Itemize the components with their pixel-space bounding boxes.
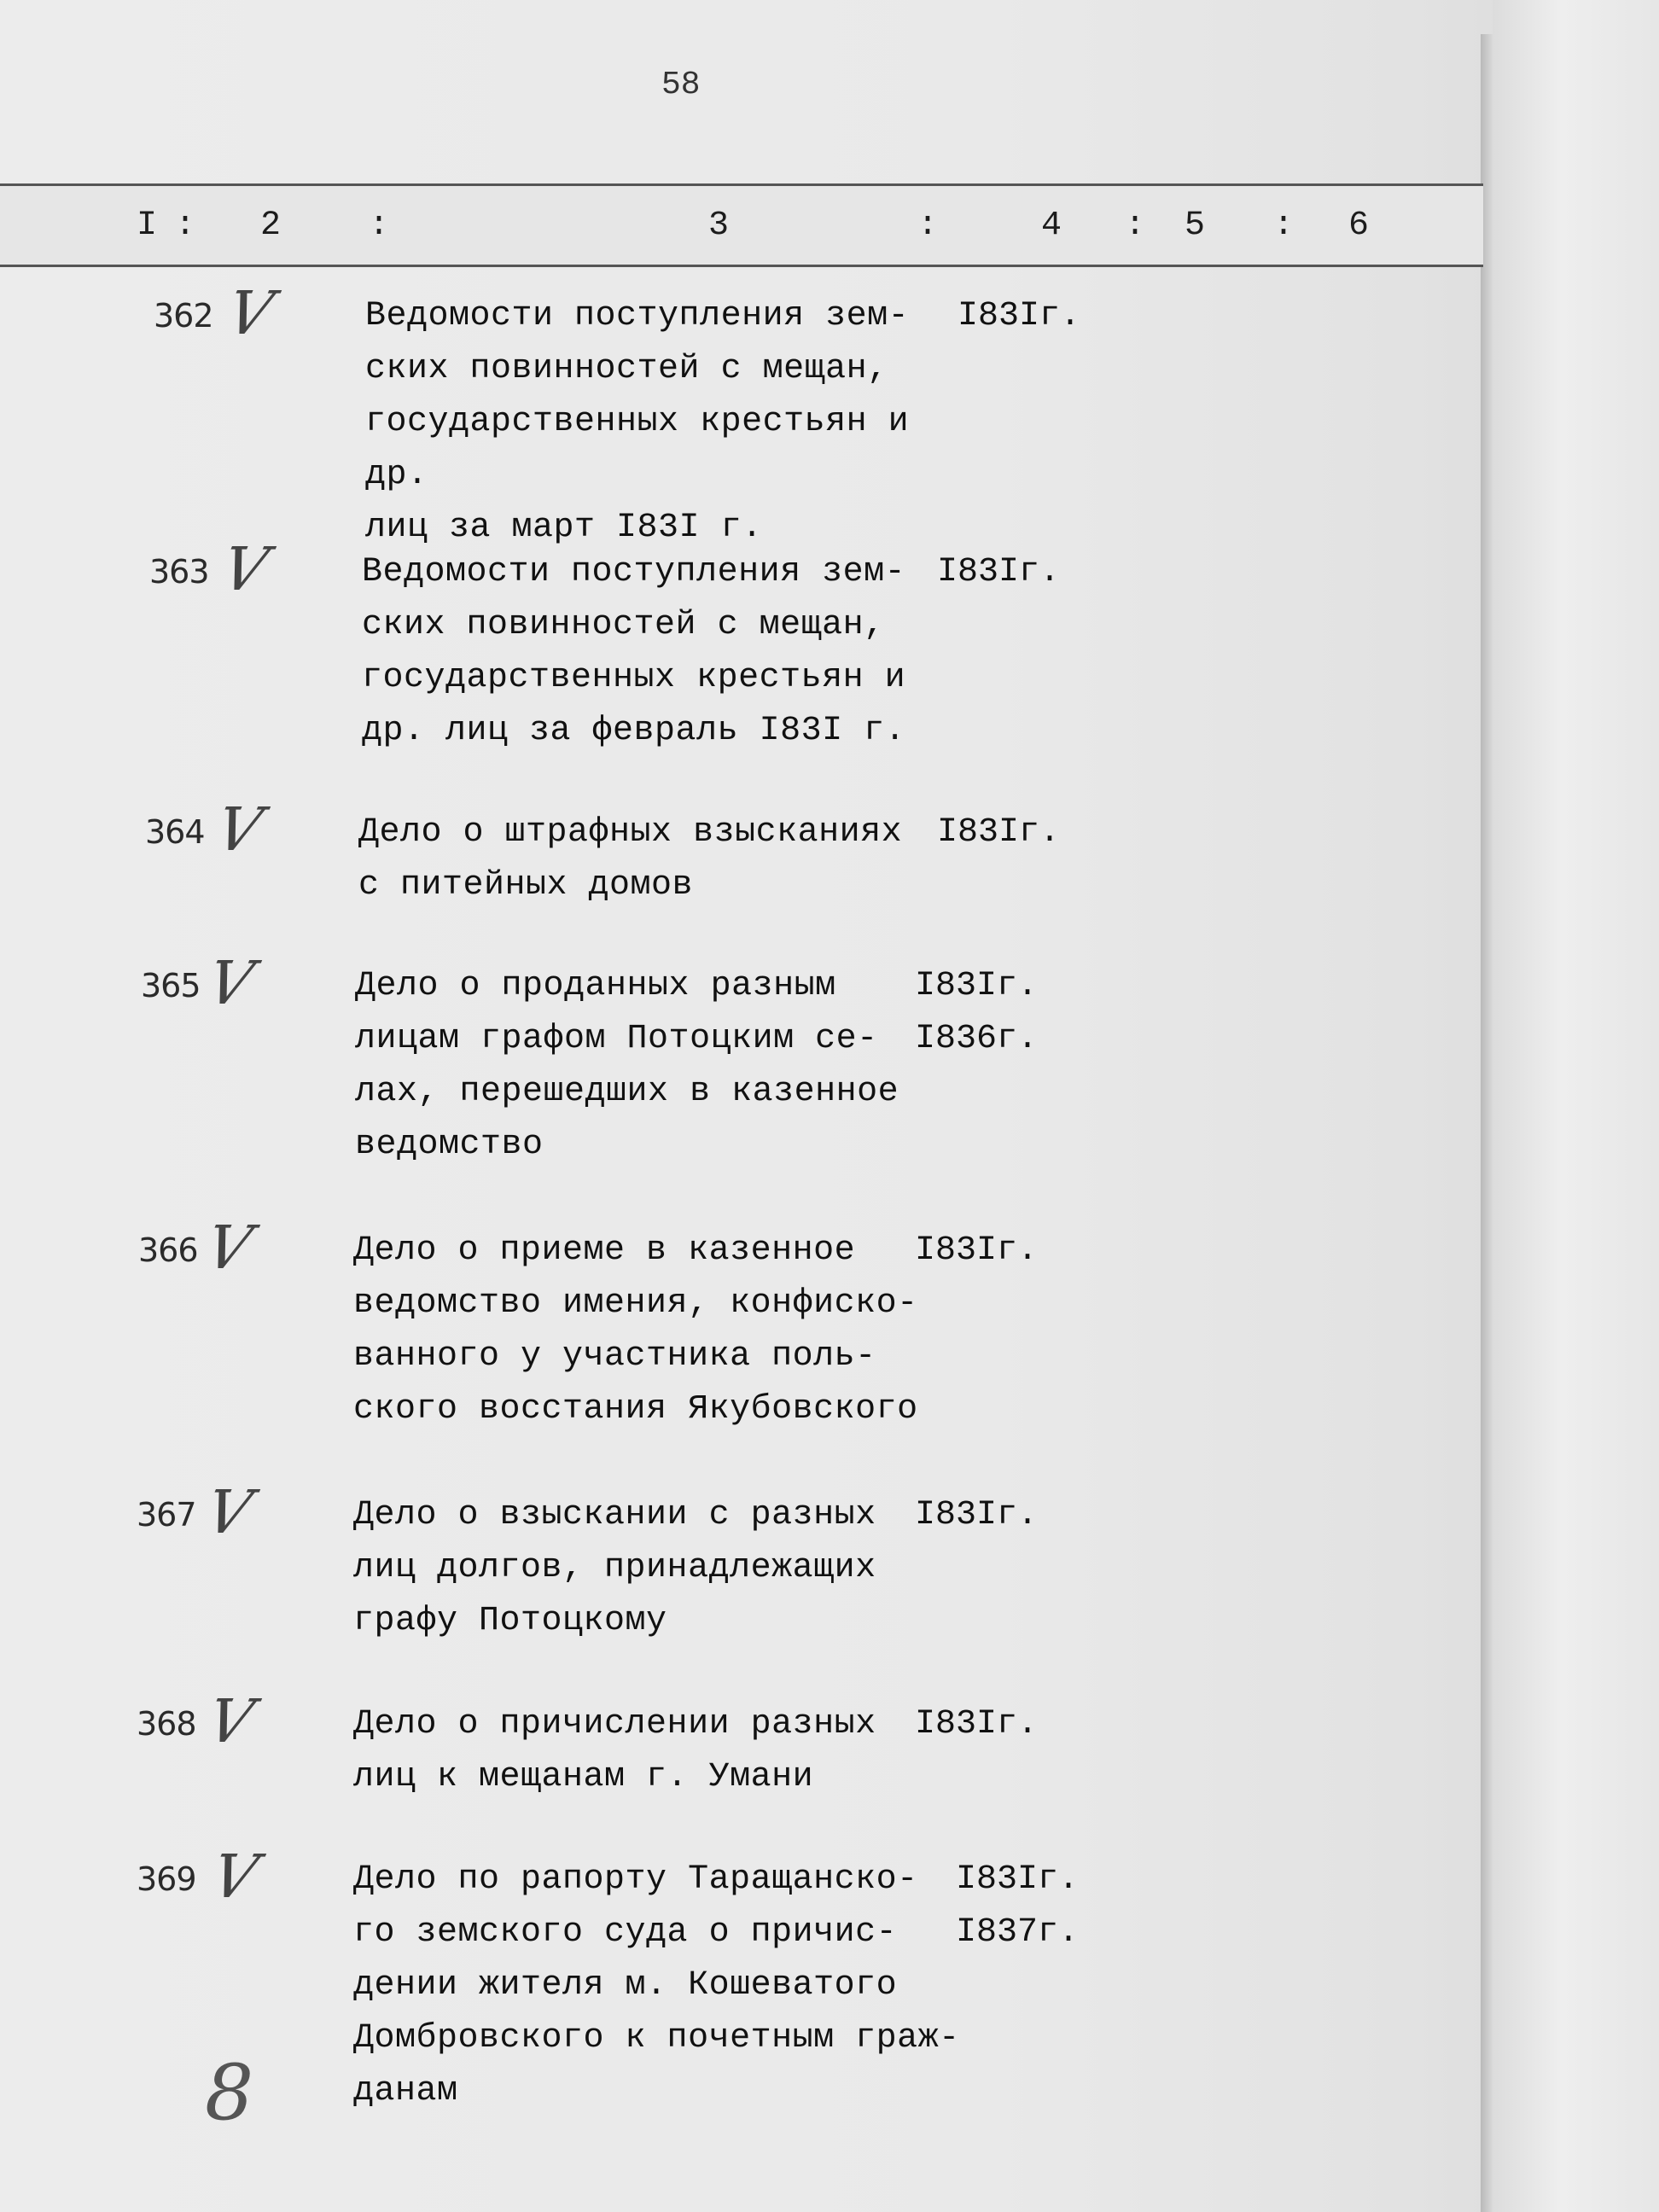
entry-number: 366 [138,1231,198,1269]
entry-dates: I83Iг. [915,1231,1039,1270]
header-sep-3: : [917,207,939,245]
entry-number: 368 [137,1705,196,1743]
entry-description: Дело о взыскании с разных лиц долгов, принадлежащих графу Потоцкому [353,1496,876,1640]
column-header [0,183,1483,267]
entry-description: Дело о штрафных взысканиях с питейных домов [358,813,903,905]
entry-dates: I83Iг. I836г. [915,967,1039,1058]
entry-description: Дело по рапорту Таращанско- го земского суда о причис- дении жителя м. Кошеватого Домбровского к почетным граж- данам [353,1860,960,2110]
header-col-2: 2 [260,207,282,245]
header-col-3: 3 [708,207,730,245]
entry-number: 365 [141,967,201,1004]
adjacent-sheet [1493,0,1659,2212]
entry-number: 364 [145,813,205,851]
check-mark: V [200,1477,259,1547]
entry-description: Ведомости поступления зем- ских повинностей с мещан, государственных крестьян и др. лиц за февраль I83I г. [362,553,906,750]
entry-number: 363 [149,553,209,591]
check-mark: V [216,534,275,604]
header-col-6: 6 [1348,207,1370,245]
page-number: 58 [661,67,701,103]
header-sep-4: : [1125,207,1146,245]
header-sep-2: : [369,207,390,245]
check-mark: V [201,948,260,1018]
header-col-5: 5 [1185,207,1206,245]
check-mark: V [206,1842,265,1912]
entry-number: 367 [137,1496,196,1534]
header-col-4: 4 [1041,207,1062,245]
check-mark: V [201,1686,260,1756]
entry-description: Дело о проданных разным лицам графом Потоцким се- лах, перешедших в казенное ведомство [355,967,899,1164]
entry-description: Дело о причислении разных лиц к мещанам г. Умани [353,1705,876,1796]
entry-description: Дело о приеме в казенное ведомство имения, конфиско- ванного у участника поль- ского восстания Якубовского [353,1231,918,1429]
header-sep-5: : [1273,207,1295,245]
entry-dates: I83Iг. [915,1496,1039,1534]
header-col-1: I [137,207,158,245]
page-edge-shadow [1481,34,1493,2212]
header-sep-1: : [175,207,196,245]
entry-number: 369 [137,1860,196,1898]
entry-dates: I83Iг. [937,813,1061,852]
check-mark: V [200,1213,259,1283]
entry-dates: I83Iг. [915,1705,1039,1743]
entry-number: 362 [154,297,213,335]
entry-description: Ведомости поступления зем- ских повинностей с мещан, государственных крестьян и др. лиц за март I83I г. [365,297,910,547]
entry-dates: I83Iг. [937,553,1061,591]
sheet-mark: 8 [205,2048,254,2138]
entry-dates: I83Iг. [958,297,1081,335]
entry-dates: I83Iг. I837г. [956,1860,1080,1952]
check-mark: V [210,795,269,864]
check-mark: V [221,278,280,348]
